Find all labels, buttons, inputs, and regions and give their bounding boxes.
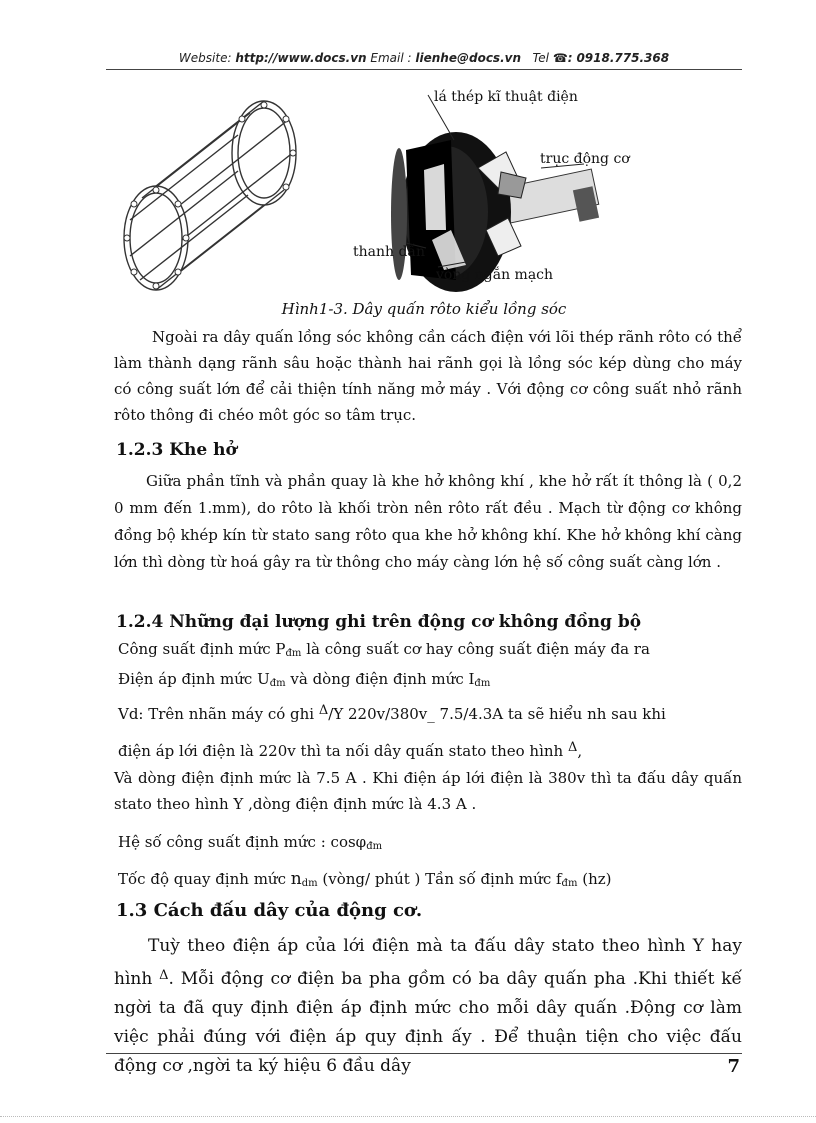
heading-wiring: 1.3 Cách đấu dây của động cơ. xyxy=(116,900,423,921)
tel-number: 0918.775.368 xyxy=(576,51,670,65)
grid-voltage-comma: , xyxy=(577,742,583,760)
paragraph-squirrel-cage: Ngoài ra dây quấn lồng sóc không cần cách điện với lõi thép rãnh rôto có thể làm thành dạng rãnh sâu hoặc thành hai rãnh gọi là lồng sóc kép dùng cho máy có công suất lớn để cải thiện tính năng mở máy . Với động cơ công suất nhỏ rãnh rôto thông đi chéo môt góc so tâm trục. xyxy=(114,328,742,424)
speed-symbol: n xyxy=(290,869,302,889)
speed-line xyxy=(118,869,612,889)
grid-voltage-text: điện áp lới điện là 220v thì ta nối dây quấn stato theo hình xyxy=(118,742,564,760)
footer-rule xyxy=(106,1053,742,1054)
delta-symbol: Δ xyxy=(567,740,578,755)
squirrel-cage-illustration xyxy=(106,80,742,295)
page-header xyxy=(106,51,742,65)
speed-sub: dm xyxy=(301,878,318,889)
speed-text: Tốc độ quay định mức xyxy=(118,870,286,888)
paragraph-wiring xyxy=(114,932,742,1081)
wiring-text-b: . Mỗi động cơ điện ba pha gồm có ba dây quấn pha .Khi thiết kế ngời ta đã quy định điện áp định mức cho mỗi dây quấn .Động cơ làm việc phải đúng với điện áp quy định ấy . Để thuận tiện cho việc đấu động cơ ,ngời ta ký hiệu 6 đầu dây xyxy=(114,969,742,1076)
label-conductor-bar: thanh dẫn xyxy=(353,244,426,260)
phone-icon: ☎: xyxy=(552,51,573,65)
frequency-sub: đm xyxy=(561,878,578,889)
example-values: /Y 220v/380v_ 7.5/4.3A ta sẽ hiểu nh sau khi xyxy=(328,705,666,723)
header-rule xyxy=(106,69,742,70)
delta-symbol: Δ xyxy=(318,703,329,718)
cage-rivets xyxy=(124,102,296,289)
rated-power-sub: đm xyxy=(285,648,302,659)
email-link[interactable]: lienhe@docs.vn xyxy=(415,51,521,65)
grid-voltage-line xyxy=(118,740,582,760)
email-label: Email : xyxy=(370,51,412,65)
speed-frequency-text: (vòng/ phút ) Tần số định mức f xyxy=(322,870,562,888)
wiring-text-a: Tuỳ theo điện áp của lới điện mà ta đấu dây stato theo hình Y hay hình xyxy=(114,936,742,989)
figure-caption: Hình1-3. Dây quấn rôto kiểu lồng sóc xyxy=(281,300,567,318)
phi-symbol: φ xyxy=(355,833,367,851)
rated-current-text: và dòng điện định mức I xyxy=(290,670,475,688)
delta-symbol: Δ xyxy=(159,968,169,983)
rated-voltage-sub: đm xyxy=(269,678,286,689)
page-number: 7 xyxy=(727,1056,740,1077)
power-factor-sub: đm xyxy=(366,841,383,852)
label-steel-sheets: lá thép kĩ thuật điện xyxy=(434,89,578,105)
power-factor-text: Hệ số công suất định mức : cos xyxy=(118,833,356,851)
frequency-unit: (hz) xyxy=(582,870,612,888)
squirrel-cage-drawing xyxy=(124,101,296,290)
heading-rated-quantities: 1.2.4 Những đại lượng ghi trên động cơ không đồng bộ xyxy=(116,612,642,632)
label-motor-shaft: trục động cơ xyxy=(540,151,630,167)
tel-label: Tel xyxy=(532,51,550,65)
label-short-ring: vòng ngắn mạch xyxy=(436,267,554,283)
page-break-rule xyxy=(0,1116,816,1117)
rated-power-line xyxy=(118,640,650,659)
website-label: Website: xyxy=(178,51,232,65)
power-factor-line xyxy=(118,833,382,852)
rated-voltage-text: Điện áp định mức U xyxy=(118,670,270,688)
paragraph-air-gap: Giữa phần tĩnh và phần quay là khe hở không khí , khe hở rất ít thông là ( 0,2 0 mm đến 1.mm), do rôto là khối tròn nên rôto rất đều . Mạch từ động cơ không đồng bộ khép kín từ stato sang rôto qua khe hở không khí. Khe hở không khí càng lớn thì dòng từ hoá gây ra từ thông cho máy càng lớn hệ số công suất càng lớn . xyxy=(114,472,742,571)
rotor-figure xyxy=(106,80,742,295)
example-line xyxy=(118,703,666,723)
heading-air-gap: 1.2.3 Khe hở xyxy=(116,440,237,460)
rated-current-sub: đm xyxy=(474,678,491,689)
rated-voltage-line xyxy=(118,670,490,689)
example-text: Vd: Trên nhãn máy có ghi xyxy=(118,705,315,723)
paragraph-wye-connection: Và dòng điện định mức là 7.5 A . Khi điện áp lới điện là 380v thì ta đấu dây quấn stato theo hình Y ,dòng điện định mức là 4.3 A . xyxy=(114,769,742,813)
website-url[interactable]: http://www.docs.vn xyxy=(235,51,367,65)
rated-power-desc: là công suất cơ hay công suất điện máy đa ra xyxy=(306,640,650,658)
rated-power-text: Công suất định mức P xyxy=(118,640,286,658)
